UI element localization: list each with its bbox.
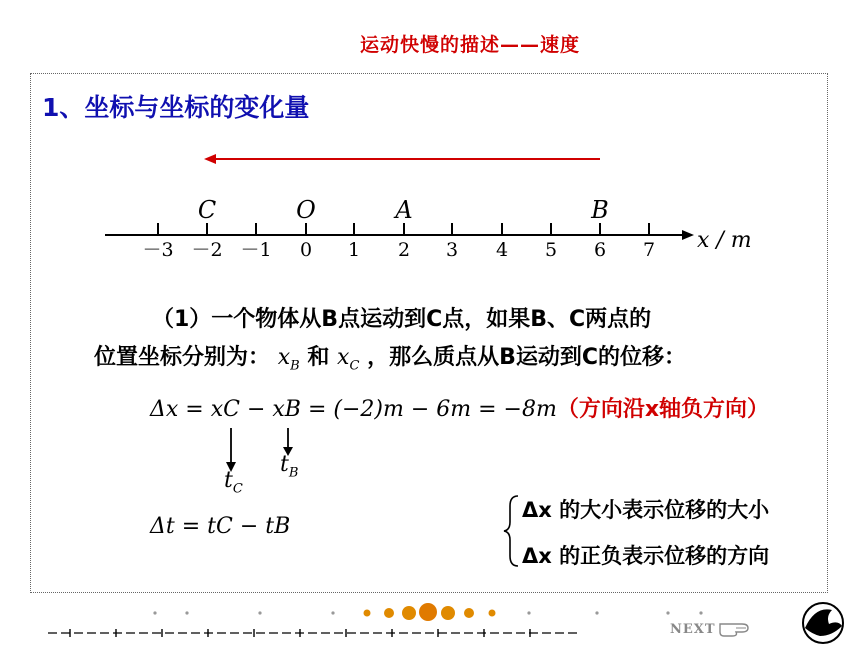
problem-line-1: （1）一个物体从B点运动到C点，如果B、C两点的	[152, 307, 652, 332]
page-title: 运动快慢的描述——速度	[359, 34, 580, 56]
point-label-c: C	[197, 196, 217, 224]
axis-unit-label: x / m	[697, 228, 752, 253]
axis-tick-label: －1	[240, 239, 272, 261]
axis-tick-label: 2	[397, 239, 411, 261]
axis-tick-label: 5	[544, 239, 558, 261]
axis-tick-label: 7	[642, 239, 656, 261]
footer-decoration	[0, 596, 860, 645]
next-label: NEXT	[670, 622, 716, 637]
problem-line-2: 位置坐标分别为： $x_B$ 和 $x_C$ ，那么质点从B运动到C的位移：	[94, 345, 686, 374]
pointing-hand-icon	[720, 624, 748, 636]
point-label-o: O	[296, 196, 316, 224]
axis-tick-label: －2	[191, 239, 223, 261]
note-magnitude: Δx 的大小表示位移的大小	[522, 498, 770, 522]
coordinate-xb: $x_B$	[277, 345, 300, 374]
axis-ticks	[158, 223, 649, 235]
axis-tick-label: 3	[445, 239, 459, 261]
next-button[interactable]	[670, 622, 748, 637]
displacement-formula: Δx = xC − xB = (−2)m − 6m = −8m（方向沿x轴负方向）	[150, 397, 770, 422]
point-label-b: B	[591, 196, 609, 224]
time-tc: $t_C$	[224, 468, 243, 497]
footer-dash-line	[48, 629, 580, 637]
axis-tick-label: 4	[495, 239, 509, 261]
decorative-dots	[153, 603, 702, 621]
direction-note: （方向沿x轴负方向）	[556, 397, 770, 422]
number-line-diagram	[0, 140, 860, 270]
axis-tick-label: －3	[142, 239, 174, 261]
time-tb: $t_B$	[280, 452, 299, 481]
logo-icon	[803, 603, 843, 643]
direction-arrow	[204, 154, 600, 164]
axis-tick-label: 1	[347, 239, 361, 261]
axis-tick-label: 6	[593, 239, 607, 261]
section-heading: 1、坐标与坐标的变化量	[42, 93, 310, 122]
point-label-a: A	[395, 196, 413, 224]
note-sign: Δx 的正负表示位移的方向	[522, 544, 770, 568]
brace-icon	[502, 494, 522, 568]
axis-tick-label: 0	[299, 239, 313, 261]
axis-tick-labels	[142, 239, 655, 261]
coordinate-xc: $x_C$	[337, 345, 360, 374]
time-interval-formula: Δt = tC − tB	[150, 514, 291, 539]
